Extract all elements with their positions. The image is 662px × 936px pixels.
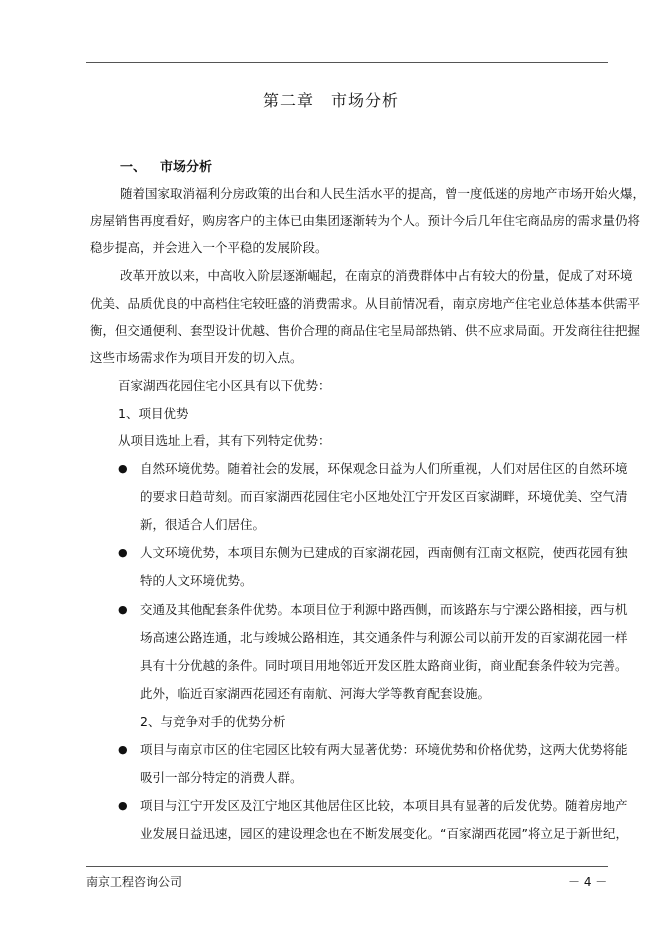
section-title: 市场分析 (160, 160, 213, 175)
paragraph-line: 稳步提高，并会进入一个平稳的发展阶段。 (90, 240, 328, 255)
paragraph-line: 这些市场需求作为项目开发的切入点。 (90, 350, 303, 365)
bullet-line: 项目与江宁开发区及江宁地区其他居住区比较，本项目具有显著的后发优势。随着房地产 (140, 798, 628, 813)
section-heading (120, 156, 212, 175)
paragraph-line: 衡，但交通便利、套型设计优越、售价合理的商品住宅呈局部热销、供不应求局面。开发商往往把握 (90, 323, 641, 338)
bullet-icon: ● (118, 799, 128, 812)
bullet-line: 的要求日趋苛刻。而百家湖西花园住宅小区地处江宁开发区百家湖畔，环境优美、空气清 (140, 489, 628, 504)
paragraph-line: 优美、品质优良的中高档住宅较旺盛的消费需求。从目前情况看，南京房地产住宅业总体基本供需平 (90, 296, 641, 311)
paragraph-line: 房屋销售再度看好，购房客户的主体已由集团逐渐转为个人。预计今后几年住宅商品房的需求量仍将 (90, 213, 641, 228)
bullet-line: 人文环境优势，本项目东侧为已建成的百家湖花园，西南侧有江南文枢院，使西花园有独 (140, 545, 628, 560)
paragraph-line: 改革开放以来，中高收入阶层逐渐崛起，在南京的消费群体中占有较大的份量，促成了对环境 (120, 268, 633, 283)
subsection-intro: 从项目选址上看，其有下列特定优势： (118, 433, 331, 448)
bullet-line: 新，很适合人们居住。 (140, 517, 266, 532)
bullet-icon: ● (118, 743, 128, 756)
header-rule (86, 62, 608, 63)
bullet-line: 场高速公路连通，北与竣城公路相连，其交通条件与利源公司以前开发的百家湖花园一样 (140, 630, 628, 645)
footer-page-number: － 4 － (568, 875, 608, 889)
bullet-icon: ● (118, 546, 128, 559)
footer-company: 南京工程咨询公司 (86, 875, 183, 889)
footer-rule (86, 866, 608, 867)
bullet-line: 业发展日益迅速，园区的建设理念也在不断发展变化。“百家湖西花园”将立足于新世纪， (140, 826, 628, 841)
bullet-line: 具有十分优越的条件。同时项目用地邻近开发区胜太路商业街，商业配套条件较为完善。 (140, 658, 628, 673)
bullet-line: 吸引一部分特定的消费人群。 (140, 770, 303, 785)
section-number: 一、 (120, 160, 147, 175)
bullet-icon: ● (118, 603, 128, 616)
bullet-icon: ● (118, 462, 128, 475)
chapter-title: 第二章 市场分析 (262, 91, 399, 110)
subsection-title: 1、项目优势 (118, 406, 189, 421)
bullet-line: 自然环境优势。随着社会的发展，环保观念日益为人们所重视，人们对居住区的自然环境 (140, 461, 628, 476)
bullet-line: 此外，临近百家湖西花园还有南航、河海大学等教育配套设施。 (140, 686, 491, 701)
bullet-line: 项目与南京市区的住宅园区比较有两大显著优势：环境优势和价格优势，这两大优势将能 (140, 742, 628, 757)
bullet-line: 交通及其他配套条件优势。本项目位于利源中路西侧，而该路东与宁溧公路相接，西与机 (140, 602, 628, 617)
bullet-line: 特的人文环境优势。 (140, 573, 253, 588)
subsection-title: 2、与竞争对手的优势分析 (140, 714, 286, 729)
paragraph-line: 随着国家取消福利分房政策的出台和人民生活水平的提高，曾一度低迷的房地产市场开始火爆， (120, 186, 646, 201)
intro-line: 百家湖西花园住宅小区具有以下优势： (118, 378, 331, 393)
